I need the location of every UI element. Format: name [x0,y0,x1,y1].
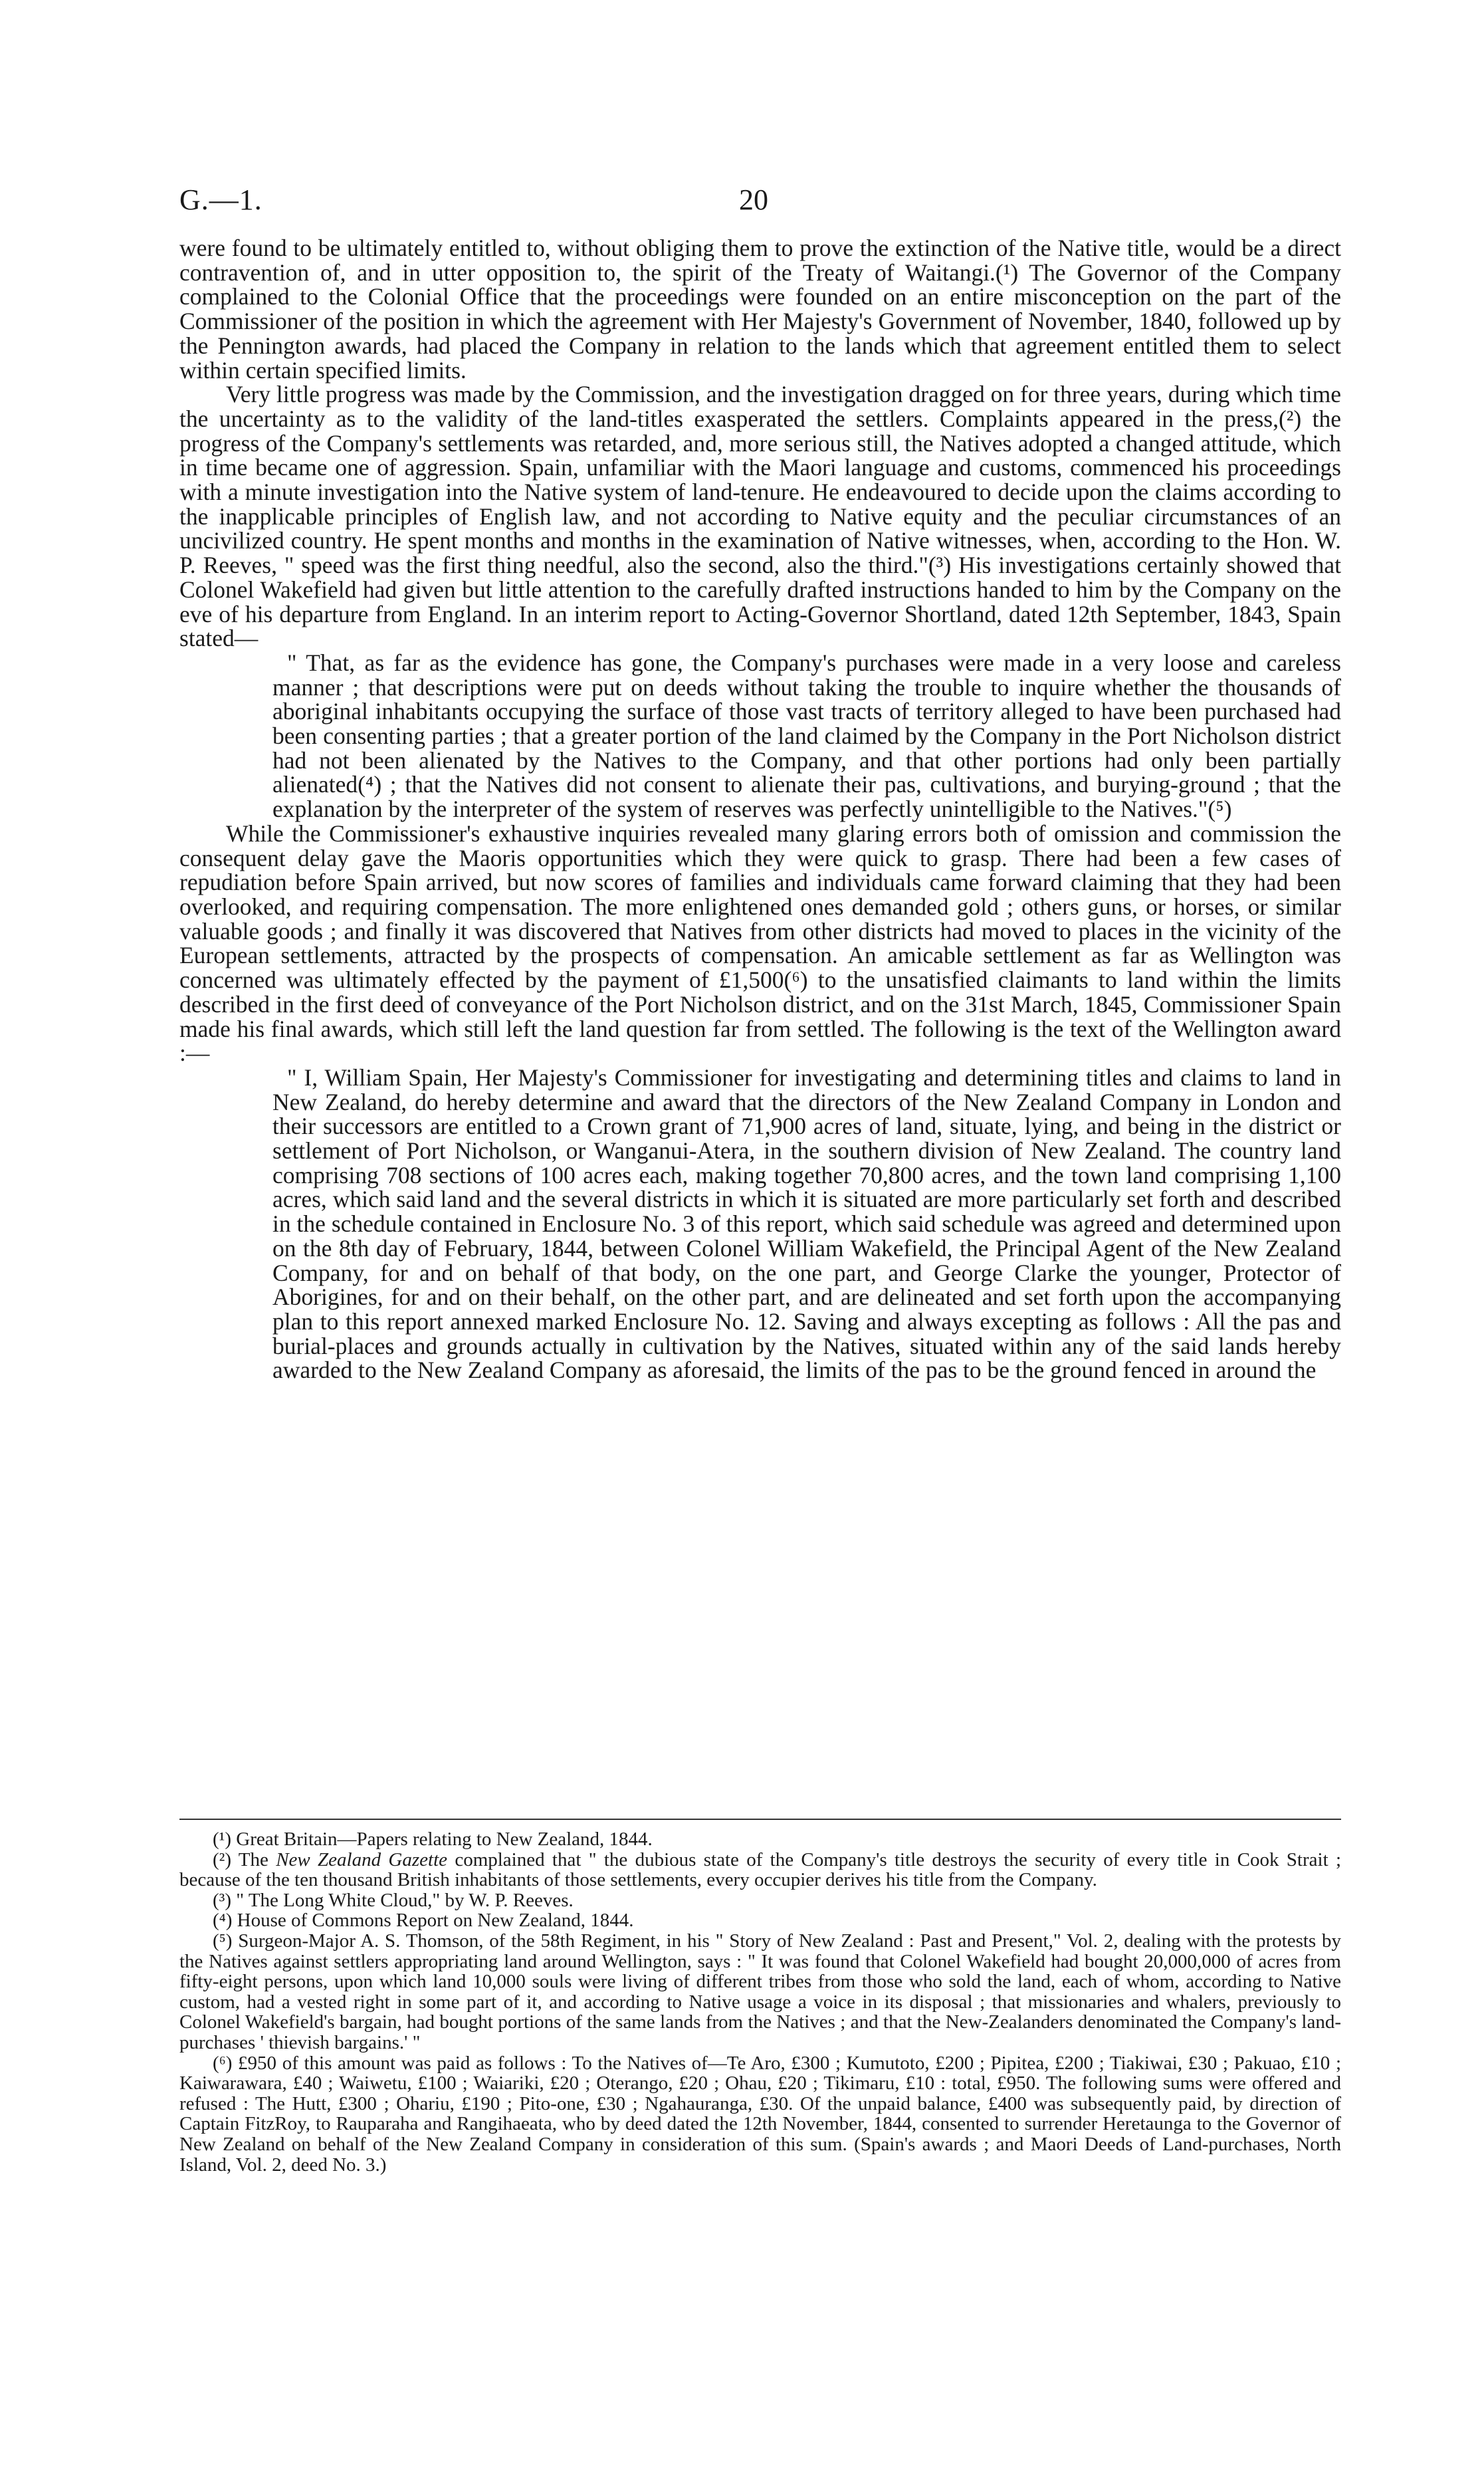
quote-1-text: " That, as far as the evidence has gone, the Company's purchases were made in a very loose and careless manner ; that descriptions were put on deeds without taking the trouble to inquire whether the thousands of aboriginal inhabitants occupying the surface of those vast tracts of territory alleged to have been purchased had been consenting parties ; that a greater portion of the land claimed by the Company in the Port Nicholson district had not been alienated by the Natives to the Company, and that other portions had only been partially alienated(⁴) ; that the Natives did not consent to alienate their pas, cultivations, and burying-ground ; that the explanation by the interpreter of the system of reserves was perfectly unintelligible to the Natives."(⁵) [272,649,1341,823]
footnote-5: (⁵) Surgeon-Major A. S. Thomson, of the 58th Regiment, in his " Story of New Zealand : Past and Present," Vol. 2, dealing with the protests by the Natives against settlers appropriating land around Wellington, says : " It was found that Colonel Wakefield had bought 20,000,000 of acres from fifty-eight persons, upon which land 10,000 souls were living of different tribes from those who sold the land, each of whom, according to Native custom, had a vested right in some part of it, and according to Native usage a voice in its disposal ; that missionaries and whalers, previously to Colonel Wakefield's bargain, had bought portions of the same lands from the Natives ; and that the New-Zealanders denominated the Company's land-purchases ' thievish bargains.' " [179,1930,1341,2053]
footnote-2-gazette: New Zealand Gazette [276,1849,448,1870]
quote-interim-report [272,651,1341,822]
paragraph-3: While the Commissioner's exhaustive inquiries revealed many glaring errors both of omission and commission the consequent delay gave the Maoris opportunities which they were quick to grasp. There had been a few cases of repudiation before Spain arrived, but now scores of families and individuals came forward claiming that they had been overlooked, and requiring compensation. The more enlightened ones demanded gold ; others guns, or horses, or similar valuable goods ; and finally it was discovered that Natives from other districts had moved to places in the vicinity of the European settlements, attracted by the prospects of compensation. An amicable settlement as far as Wellington was concerned was ultimately effected by the payment of £1,500(⁶) to the unsatisfied claimants to land within the limits described in the first deed of conveyance of the Port Nicholson district, and on the 31st March, 1845, Commissioner Spain made his final awards, which still left the land question far from settled. The following is the text of the Wellington award :— [179,820,1341,1067]
footnote-6: (⁶) £950 of this amount was paid as follows : To the Natives of—Te Aro, £300 ; Kumutoto, £200 ; Pipitea, £200 ; Tiakiwai, £30 ; Pakuao, £10 ; Kaiwarawara, £40 ; Waiwetu, £100 ; Waiariki, £20 ; Oterango, £20 ; Ohau, £20 ; Tikimaru, £10 : total, £950. The following sums were offered and refused : The Hutt, £300 ; Ohariu, £190 ; Pito-one, £30 ; Ngahauranga, £30. Of the unpaid balance, £400 was subsequently paid, by direction of Captain FitzRoy, to Rauparaha and Rangihaeata, who by deed dated the 12th November, 1844, consented to surrender Heretaunga to the Governor of New Zealand on behalf of the New Zealand Company in consideration of this sum. (Spain's awards ; and Maori Deeds of Land-purchases, North Island, Vol. 2, deed No. 3.) [179,2052,1341,2176]
quote-2-text: " I, William Spain, Her Majesty's Commissioner for investigating and determining titles and claims to land in New Zealand, do hereby determine and award that the directors of the New Zealand Company in London and their successors are entitled to a Crown grant of 71,900 acres of land, situate, lying, and being in the district or settlement of Port Nicholson, or Wanganui-Atera, in the southern division of New Zealand. The country land comprising 708 sections of 100 acres each, making together 70,800 acres, and the town land comprising 1,100 acres, which said land and the several districts in which it is situated are more particularly set forth and described in the schedule contained in Enclosure No. 3 of this report, which said schedule was agreed and determined upon on the 8th day of February, 1844, between Colonel William Wakefield, the Principal Agent of the New Zealand Company, for and on behalf of that body, on the one part, and George Clarke the younger, Protector of Aborigines, for and on their behalf, on the other part, and are delineated and set forth upon the accompanying plan to this report annexed marked Enclosure No. 12. Saving and always excepting as follows : All the pas and burial-places and grounds actually in cultivation by the Natives, situated within any of the said lands hereby awarded to the New Zealand Company as aforesaid, the limits of the pas to be the ground fenced in around the [272,1064,1341,1384]
footnotes [179,1829,1341,2175]
footnote-2-pre: (²) The [213,1849,276,1870]
quote-wellington-award [272,1065,1341,1383]
footnote-1: (¹) Great Britain—Papers relating to New Zealand, 1844. [213,1829,653,1850]
footnote-4: (⁴) House of Commons Report on New Zealand, 1844. [213,1910,634,1932]
page-number: 20 [739,183,768,216]
paragraph-1: were found to be ultimately entitled to, without obliging them to prove the extinction of the Native title, would be a direct contravention of, and in utter opposition to, the spirit of the Treaty of Waitangi.(¹) The Governor of the Company complained to the Colonial Office that the proceedings were founded on an entire misconception on the part of the Commissioner of the position in which the agreement with Her Majesty's Government of November, 1840, followed up by the Pennington awards, had placed the Company in relation to the lands which that agreement entitled them to select within certain specified limits. [179,235,1341,384]
body-text [179,236,1341,1383]
page-header [179,183,1342,229]
sheet-id: G.—1. [179,183,263,216]
footnote-2 [179,1850,1341,1890]
footnote-3: (³) " The Long White Cloud," by W. P. Reeves. [213,1889,574,1911]
footnote-divider [179,1819,1341,1820]
footnote-2-post: complained that " the dubious state of the Company's title destroys the security of every title in Cook Strait ; because of the ten thousand British inhabitants of those settlements, every occupier derives his title from the Company. [179,1849,1341,1891]
paragraph-2: Very little progress was made by the Commission, and the investigation dragged on for three years, during which time the uncertainty as to the validity of the land-titles exasperated the settlers. Complaints appeared in the press,(²) the progress of the Company's settlements was retarded, and, more serious still, the Natives adopted a changed attitude, which in time became one of aggression. Spain, unfamiliar with the Maori language and customs, commenced his proceedings with a minute investigation into the Native system of land-tenure. He endeavoured to decide upon the claims according to the inapplicable principles of English law, and not according to Native equity and the peculiar circumstances of an uncivilized country. He spent months and months in the examination of Native witnesses, when, according to the Hon. W. P. Reeves, " speed was the first thing needful, also the second, also the third."(³) His investigations certainly showed that Colonel Wakefield had given but little attention to the carefully drafted instructions handed to him by the Company on the eve of his departure from England. In an interim report to Acting-Governor Shortland, dated 12th September, 1843, Spain stated— [179,381,1341,652]
